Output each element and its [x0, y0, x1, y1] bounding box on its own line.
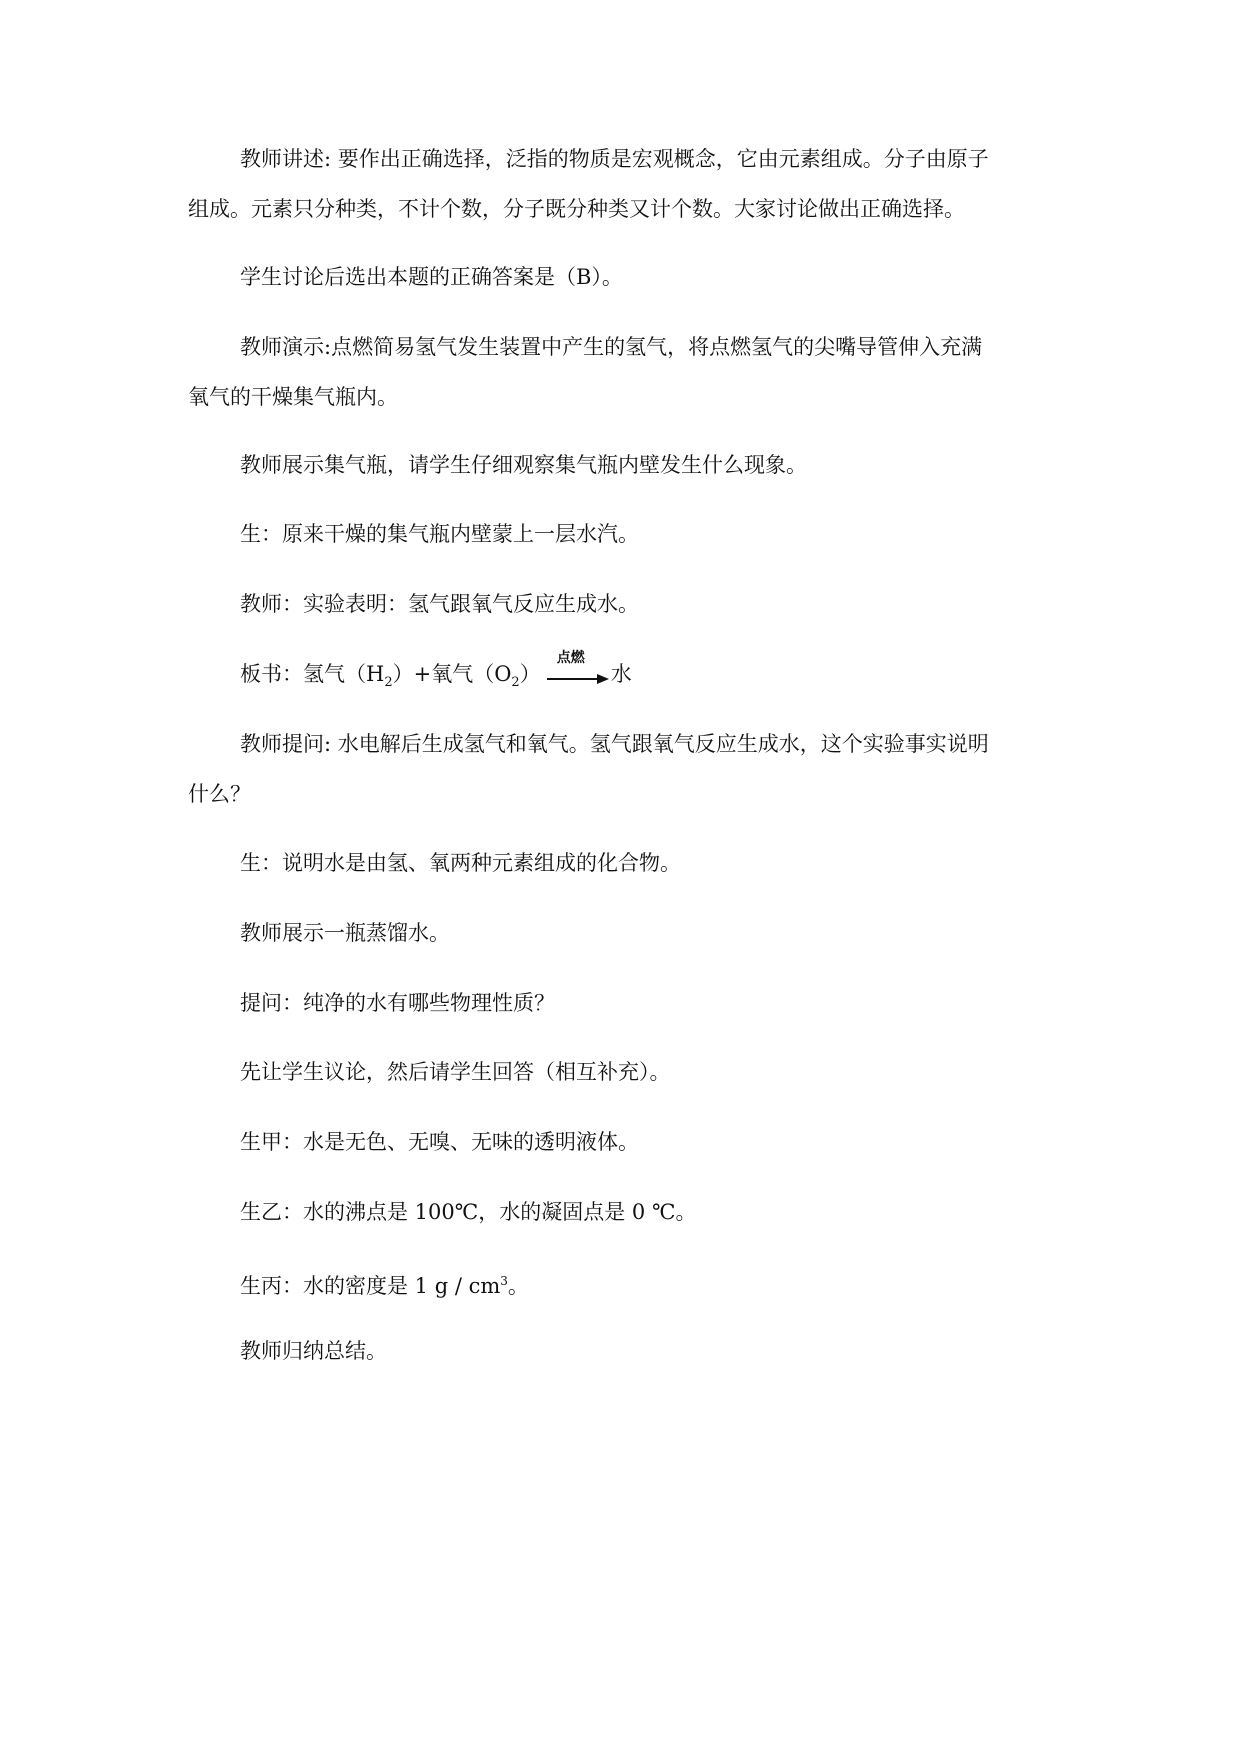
paragraph-student-observation: 生：原来干燥的集气瓶内壁蒙上一层水汽。: [240, 522, 639, 546]
paragraph-teacher-conclusion: 教师：实验表明：氢气跟氧气反应生成水。: [240, 592, 639, 616]
paragraph-teacher-explanation: [188, 134, 1058, 234]
paragraph-show-bottle: 教师展示集气瓶，请学生仔细观察集气瓶内壁发生什么现象。: [240, 453, 807, 477]
equation-middle: ）+氧气（O: [392, 662, 512, 686]
paragraph-line: 教师讲述: 要作出正确选择，泛指的物质是宏观概念，它由元素组成。分子由原子: [240, 147, 989, 171]
paragraph-student-explanation: 生：说明水是由氢、氧两种元素组成的化合物。: [240, 851, 681, 875]
paragraph-discussion: 先让学生议论，然后请学生回答（相互补充）。: [240, 1060, 671, 1084]
paragraph-line: 教师提问: 水电解后生成氢气和氧气。氢气跟氧气反应生成水，这个实验事实说明: [240, 732, 989, 756]
reaction-arrow: [547, 649, 609, 688]
paragraph-line: 什么？: [188, 782, 251, 806]
paragraph-student-answer: 学生讨论后选出本题的正确答案是（B）。: [240, 265, 623, 289]
paragraph-teacher-question: [188, 719, 1058, 819]
sentence-end: 。: [507, 1274, 529, 1298]
equation-prefix: 板书：氢气（H: [240, 662, 385, 686]
density-text: 生丙：水的密度是 1 g / cm: [240, 1274, 501, 1298]
paragraph-student-a: 生甲：水是无色、无嗅、无味的透明液体。: [240, 1130, 639, 1154]
paragraph-teacher-demo: [188, 322, 1058, 422]
paragraph-student-c: [188, 1256, 1110, 1311]
o2-subscript: 2: [511, 675, 520, 691]
paragraph-question-properties: 提问：纯净的水有哪些物理性质？: [240, 991, 555, 1015]
paragraph-line: 氧气的干燥集气瓶内。: [188, 385, 398, 409]
arrow-icon: [547, 674, 609, 684]
h2-subscript: 2: [384, 675, 393, 691]
paragraph-teacher-summary: 教师归纳总结。: [240, 1339, 387, 1363]
paragraph-show-distilled-water: 教师展示一瓶蒸馏水。: [240, 921, 450, 945]
paragraph-line: 教师演示:点燃简易氢气发生装置中产生的氢气，将点燃氢气的尖嘴导管伸入充满: [240, 335, 983, 359]
equation-close: ）: [519, 662, 541, 686]
paragraph-line: 组成。元素只分种类，不计个数，分子既分种类又计个数。大家讨论做出正确选择。: [188, 197, 965, 221]
paragraph-student-b: 生乙：水的沸点是 100℃，水的凝固点是 0 ℃。: [240, 1200, 697, 1224]
reaction-condition: 点燃: [556, 649, 585, 666]
equation-product: 水: [610, 662, 632, 686]
cubic-superscript: 3: [500, 1274, 508, 1288]
chemical-equation: [188, 649, 1110, 708]
